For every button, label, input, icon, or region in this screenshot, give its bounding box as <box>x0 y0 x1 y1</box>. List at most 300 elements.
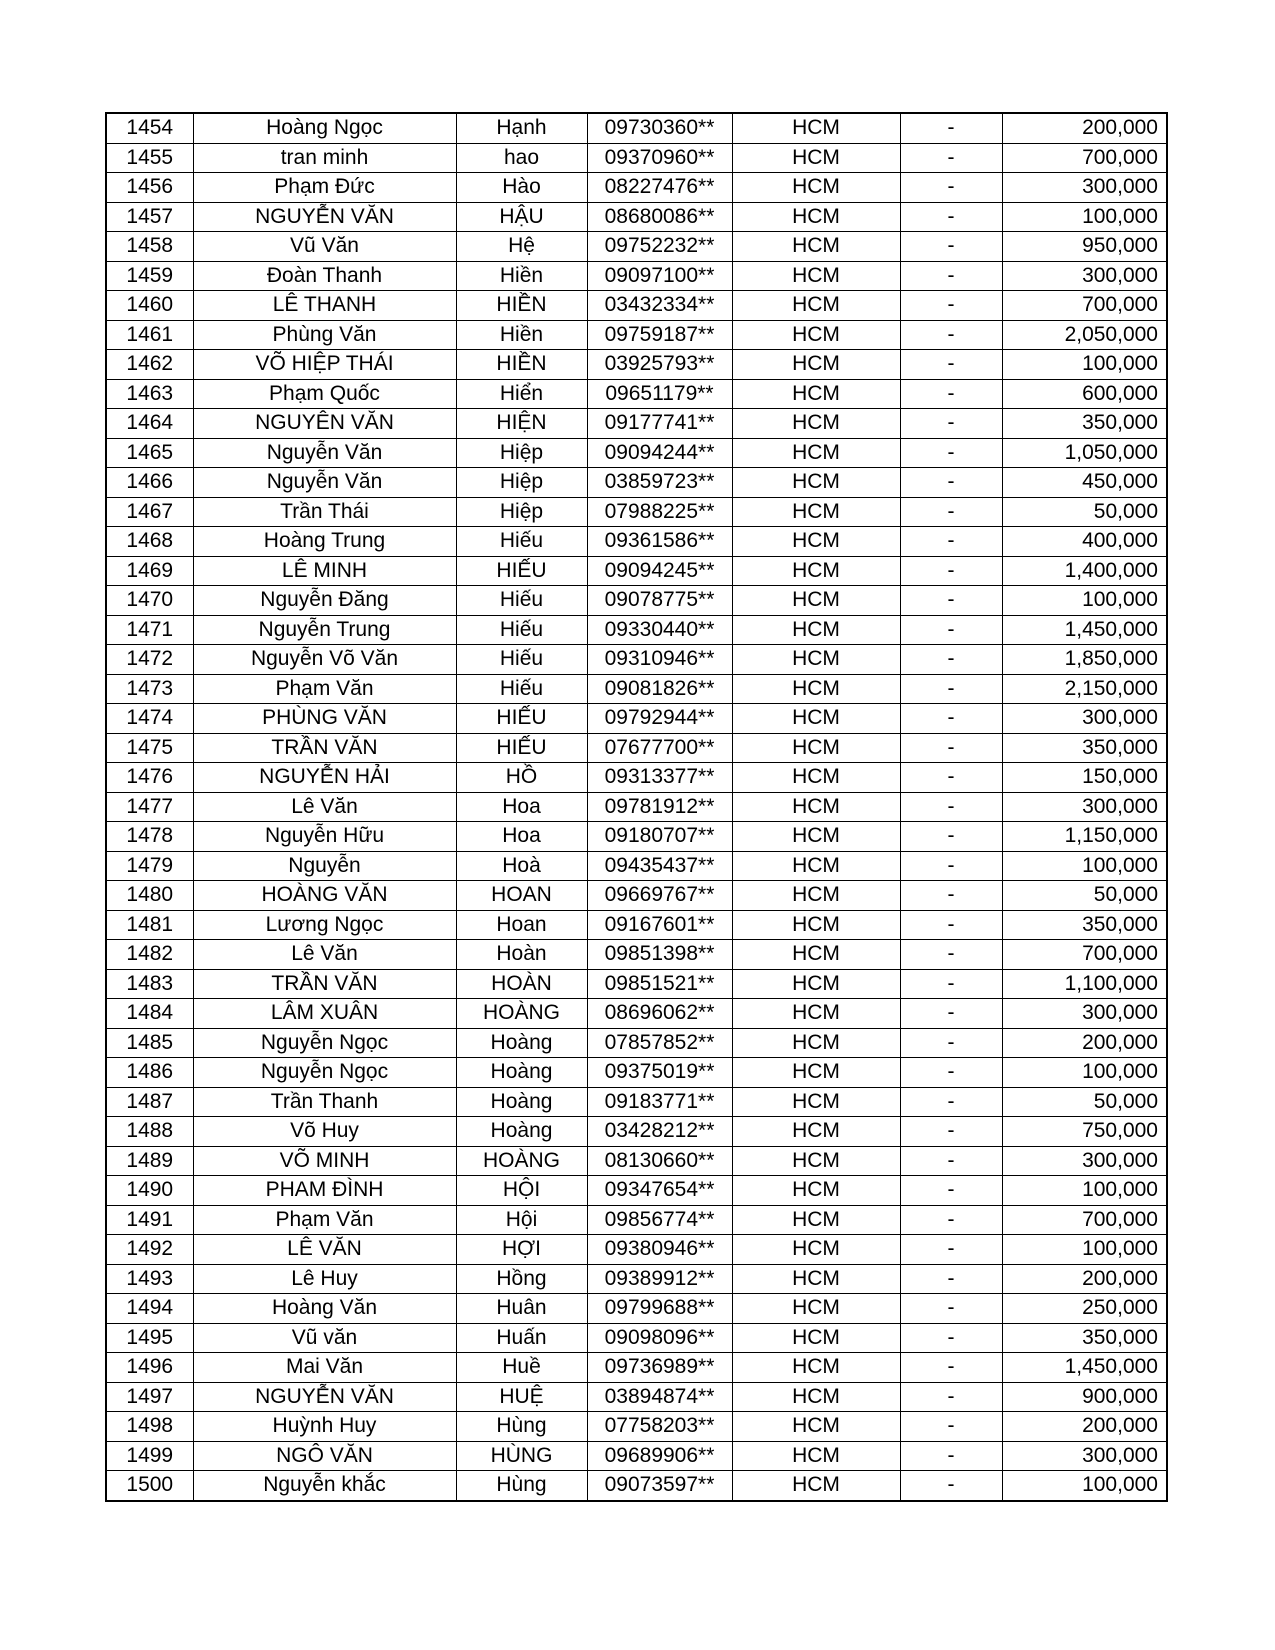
given-name-cell: Hào <box>456 173 587 203</box>
given-name-cell: Hoàn <box>456 940 587 970</box>
amount-cell: 300,000 <box>1002 173 1167 203</box>
city-cell: HCM <box>732 851 900 881</box>
phone-number-cell: 09689906** <box>587 1441 732 1471</box>
row-number-cell: 1495 <box>106 1323 193 1353</box>
city-cell: HCM <box>732 438 900 468</box>
phone-number-cell: 09183771** <box>587 1087 732 1117</box>
table-row <box>106 438 1167 468</box>
phone-number-cell: 09851521** <box>587 969 732 999</box>
table-row <box>106 261 1167 291</box>
given-name-cell: Hoà <box>456 851 587 881</box>
city-cell: HCM <box>732 1235 900 1265</box>
table-row <box>106 733 1167 763</box>
surname-middle-name-cell: TRẦN VĂN <box>193 733 456 763</box>
table-row <box>106 320 1167 350</box>
city-cell: HCM <box>732 1353 900 1383</box>
phone-number-cell: 09669767** <box>587 881 732 911</box>
row-number-cell: 1497 <box>106 1382 193 1412</box>
phone-number-cell: 09736989** <box>587 1353 732 1383</box>
row-number-cell: 1491 <box>106 1205 193 1235</box>
table-row <box>106 822 1167 852</box>
city-cell: HCM <box>732 645 900 675</box>
surname-middle-name-cell: LÊ THANH <box>193 291 456 321</box>
given-name-cell: Hiển <box>456 379 587 409</box>
row-number-cell: 1496 <box>106 1353 193 1383</box>
phone-number-cell: 03428212** <box>587 1117 732 1147</box>
given-name-cell: Hùng <box>456 1412 587 1442</box>
empty-marker-cell: - <box>900 497 1002 527</box>
city-cell: HCM <box>732 1382 900 1412</box>
table-row <box>106 674 1167 704</box>
empty-marker-cell: - <box>900 969 1002 999</box>
city-cell: HCM <box>732 556 900 586</box>
surname-middle-name-cell: Nguyễn khắc <box>193 1471 456 1501</box>
amount-cell: 100,000 <box>1002 1471 1167 1501</box>
table-row <box>106 1058 1167 1088</box>
given-name-cell: Huề <box>456 1353 587 1383</box>
given-name-cell: Hồng <box>456 1264 587 1294</box>
amount-cell: 900,000 <box>1002 1382 1167 1412</box>
amount-cell: 200,000 <box>1002 1028 1167 1058</box>
table-row <box>106 556 1167 586</box>
table-row <box>106 969 1167 999</box>
given-name-cell: Hệ <box>456 232 587 262</box>
table-row <box>106 763 1167 793</box>
amount-cell: 200,000 <box>1002 1412 1167 1442</box>
phone-number-cell: 09851398** <box>587 940 732 970</box>
table-row <box>106 202 1167 232</box>
city-cell: HCM <box>732 409 900 439</box>
city-cell: HCM <box>732 910 900 940</box>
given-name-cell: HIỆN <box>456 409 587 439</box>
given-name-cell: HOAN <box>456 881 587 911</box>
given-name-cell: HIẾU <box>456 733 587 763</box>
table-row <box>106 1146 1167 1176</box>
empty-marker-cell: - <box>900 291 1002 321</box>
empty-marker-cell: - <box>900 1323 1002 1353</box>
city-cell: HCM <box>732 1323 900 1353</box>
empty-marker-cell: - <box>900 940 1002 970</box>
city-cell: HCM <box>732 468 900 498</box>
surname-middle-name-cell: Hoàng Trung <box>193 527 456 557</box>
phone-number-cell: 09370960** <box>587 143 732 173</box>
given-name-cell: Hiệp <box>456 468 587 498</box>
given-name-cell: HOÀN <box>456 969 587 999</box>
row-number-cell: 1469 <box>106 556 193 586</box>
surname-middle-name-cell: Hoàng Ngọc <box>193 113 456 143</box>
empty-marker-cell: - <box>900 527 1002 557</box>
amount-cell: 1,150,000 <box>1002 822 1167 852</box>
empty-marker-cell: - <box>900 1353 1002 1383</box>
phone-number-cell: 09094245** <box>587 556 732 586</box>
amount-cell: 100,000 <box>1002 350 1167 380</box>
table-row <box>106 1441 1167 1471</box>
empty-marker-cell: - <box>900 320 1002 350</box>
given-name-cell: hao <box>456 143 587 173</box>
table-row <box>106 999 1167 1029</box>
table-row <box>106 1264 1167 1294</box>
city-cell: HCM <box>732 527 900 557</box>
table-row <box>106 291 1167 321</box>
phone-number-cell: 09752232** <box>587 232 732 262</box>
city-cell: HCM <box>732 202 900 232</box>
phone-number-cell: 09792944** <box>587 704 732 734</box>
phone-number-cell: 07677700** <box>587 733 732 763</box>
city-cell: HCM <box>732 881 900 911</box>
city-cell: HCM <box>732 350 900 380</box>
amount-cell: 350,000 <box>1002 910 1167 940</box>
amount-cell: 100,000 <box>1002 1176 1167 1206</box>
amount-cell: 300,000 <box>1002 261 1167 291</box>
surname-middle-name-cell: Võ Huy <box>193 1117 456 1147</box>
surname-middle-name-cell: PHÙNG VĂN <box>193 704 456 734</box>
phone-number-cell: 09380946** <box>587 1235 732 1265</box>
row-number-cell: 1489 <box>106 1146 193 1176</box>
phone-number-cell: 09081826** <box>587 674 732 704</box>
city-cell: HCM <box>732 1146 900 1176</box>
empty-marker-cell: - <box>900 1471 1002 1501</box>
row-number-cell: 1475 <box>106 733 193 763</box>
empty-marker-cell: - <box>900 1235 1002 1265</box>
surname-middle-name-cell: NGÔ VĂN <box>193 1441 456 1471</box>
given-name-cell: HÙNG <box>456 1441 587 1471</box>
table-row <box>106 527 1167 557</box>
given-name-cell: Hiếu <box>456 586 587 616</box>
amount-cell: 950,000 <box>1002 232 1167 262</box>
phone-number-cell: 03432334** <box>587 291 732 321</box>
empty-marker-cell: - <box>900 1294 1002 1324</box>
amount-cell: 450,000 <box>1002 468 1167 498</box>
phone-number-cell: 09375019** <box>587 1058 732 1088</box>
amount-cell: 1,050,000 <box>1002 438 1167 468</box>
city-cell: HCM <box>732 497 900 527</box>
phone-number-cell: 09435437** <box>587 851 732 881</box>
table-row <box>106 645 1167 675</box>
empty-marker-cell: - <box>900 1264 1002 1294</box>
given-name-cell: Hiền <box>456 261 587 291</box>
amount-cell: 350,000 <box>1002 733 1167 763</box>
given-name-cell: Hiền <box>456 320 587 350</box>
city-cell: HCM <box>732 763 900 793</box>
table-row <box>106 1471 1167 1501</box>
given-name-cell: HIẾU <box>456 704 587 734</box>
surname-middle-name-cell: NGUYỄN HẢI <box>193 763 456 793</box>
table-row <box>106 1205 1167 1235</box>
city-cell: HCM <box>732 792 900 822</box>
city-cell: HCM <box>732 704 900 734</box>
city-cell: HCM <box>732 822 900 852</box>
phone-number-cell: 09330440** <box>587 615 732 645</box>
surname-middle-name-cell: Nguyễn <box>193 851 456 881</box>
row-number-cell: 1459 <box>106 261 193 291</box>
row-number-cell: 1454 <box>106 113 193 143</box>
row-number-cell: 1464 <box>106 409 193 439</box>
empty-marker-cell: - <box>900 113 1002 143</box>
amount-cell: 100,000 <box>1002 586 1167 616</box>
row-number-cell: 1480 <box>106 881 193 911</box>
phone-number-cell: 09078775** <box>587 586 732 616</box>
given-name-cell: HIỀN <box>456 350 587 380</box>
row-number-cell: 1485 <box>106 1028 193 1058</box>
given-name-cell: Hạnh <box>456 113 587 143</box>
row-number-cell: 1500 <box>106 1471 193 1501</box>
empty-marker-cell: - <box>900 1028 1002 1058</box>
given-name-cell: Hoa <box>456 822 587 852</box>
table-body <box>106 113 1167 1501</box>
phone-number-cell: 09347654** <box>587 1176 732 1206</box>
empty-marker-cell: - <box>900 615 1002 645</box>
city-cell: HCM <box>732 1087 900 1117</box>
table-row <box>106 1087 1167 1117</box>
table-row <box>106 1353 1167 1383</box>
surname-middle-name-cell: LÂM XUÂN <box>193 999 456 1029</box>
phone-number-cell: 08696062** <box>587 999 732 1029</box>
given-name-cell: Hoàng <box>456 1058 587 1088</box>
empty-marker-cell: - <box>900 910 1002 940</box>
surname-middle-name-cell: NGUYÊN VĂN <box>193 409 456 439</box>
phone-number-cell: 09730360** <box>587 113 732 143</box>
surname-middle-name-cell: Vũ Văn <box>193 232 456 262</box>
surname-middle-name-cell: Lê Văn <box>193 792 456 822</box>
empty-marker-cell: - <box>900 1205 1002 1235</box>
row-number-cell: 1487 <box>106 1087 193 1117</box>
surname-middle-name-cell: LÊ VĂN <box>193 1235 456 1265</box>
phone-number-cell: 09313377** <box>587 763 732 793</box>
empty-marker-cell: - <box>900 143 1002 173</box>
empty-marker-cell: - <box>900 379 1002 409</box>
city-cell: HCM <box>732 1117 900 1147</box>
empty-marker-cell: - <box>900 173 1002 203</box>
phone-number-cell: 07758203** <box>587 1412 732 1442</box>
row-number-cell: 1458 <box>106 232 193 262</box>
empty-marker-cell: - <box>900 1176 1002 1206</box>
phone-number-cell: 09389912** <box>587 1264 732 1294</box>
row-number-cell: 1486 <box>106 1058 193 1088</box>
empty-marker-cell: - <box>900 1058 1002 1088</box>
amount-cell: 300,000 <box>1002 704 1167 734</box>
city-cell: HCM <box>732 615 900 645</box>
surname-middle-name-cell: tran minh <box>193 143 456 173</box>
row-number-cell: 1483 <box>106 969 193 999</box>
empty-marker-cell: - <box>900 1117 1002 1147</box>
empty-marker-cell: - <box>900 1146 1002 1176</box>
amount-cell: 300,000 <box>1002 999 1167 1029</box>
table-row <box>106 468 1167 498</box>
phone-number-cell: 08680086** <box>587 202 732 232</box>
phone-number-cell: 03894874** <box>587 1382 732 1412</box>
given-name-cell: HỒ <box>456 763 587 793</box>
phone-number-cell: 09180707** <box>587 822 732 852</box>
given-name-cell: Hoàng <box>456 1087 587 1117</box>
amount-cell: 200,000 <box>1002 113 1167 143</box>
row-number-cell: 1457 <box>106 202 193 232</box>
surname-middle-name-cell: Phạm Quốc <box>193 379 456 409</box>
table-row <box>106 1412 1167 1442</box>
phone-number-cell: 09177741** <box>587 409 732 439</box>
city-cell: HCM <box>732 379 900 409</box>
amount-cell: 350,000 <box>1002 1323 1167 1353</box>
empty-marker-cell: - <box>900 763 1002 793</box>
empty-marker-cell: - <box>900 1441 1002 1471</box>
amount-cell: 1,850,000 <box>1002 645 1167 675</box>
empty-marker-cell: - <box>900 232 1002 262</box>
empty-marker-cell: - <box>900 556 1002 586</box>
surname-middle-name-cell: Hoàng Văn <box>193 1294 456 1324</box>
row-number-cell: 1478 <box>106 822 193 852</box>
city-cell: HCM <box>732 1441 900 1471</box>
surname-middle-name-cell: Trần Thái <box>193 497 456 527</box>
city-cell: HCM <box>732 1264 900 1294</box>
given-name-cell: HOÀNG <box>456 1146 587 1176</box>
amount-cell: 1,100,000 <box>1002 969 1167 999</box>
surname-middle-name-cell: PHAM ĐÌNH <box>193 1176 456 1206</box>
given-name-cell: HUỆ <box>456 1382 587 1412</box>
phone-number-cell: 09310946** <box>587 645 732 675</box>
phone-number-cell: 08130660** <box>587 1146 732 1176</box>
empty-marker-cell: - <box>900 999 1002 1029</box>
given-name-cell: Hiếu <box>456 615 587 645</box>
city-cell: HCM <box>732 113 900 143</box>
city-cell: HCM <box>732 733 900 763</box>
amount-cell: 100,000 <box>1002 851 1167 881</box>
row-number-cell: 1467 <box>106 497 193 527</box>
table-row <box>106 113 1167 143</box>
city-cell: HCM <box>732 1028 900 1058</box>
amount-cell: 700,000 <box>1002 940 1167 970</box>
row-number-cell: 1460 <box>106 291 193 321</box>
amount-cell: 2,150,000 <box>1002 674 1167 704</box>
given-name-cell: HIỀN <box>456 291 587 321</box>
given-name-cell: Hiệp <box>456 438 587 468</box>
empty-marker-cell: - <box>900 792 1002 822</box>
table-row <box>106 1294 1167 1324</box>
phone-number-cell: 09167601** <box>587 910 732 940</box>
row-number-cell: 1490 <box>106 1176 193 1206</box>
surname-middle-name-cell: LÊ MINH <box>193 556 456 586</box>
amount-cell: 1,400,000 <box>1002 556 1167 586</box>
city-cell: HCM <box>732 940 900 970</box>
surname-middle-name-cell: Đoàn Thanh <box>193 261 456 291</box>
phone-number-cell: 09094244** <box>587 438 732 468</box>
phone-number-cell: 07857852** <box>587 1028 732 1058</box>
row-number-cell: 1473 <box>106 674 193 704</box>
row-number-cell: 1482 <box>106 940 193 970</box>
surname-middle-name-cell: Huỳnh Huy <box>193 1412 456 1442</box>
surname-middle-name-cell: VÕ HIỆP THÁI <box>193 350 456 380</box>
empty-marker-cell: - <box>900 851 1002 881</box>
phone-number-cell: 09073597** <box>587 1471 732 1501</box>
empty-marker-cell: - <box>900 438 1002 468</box>
table-row <box>106 910 1167 940</box>
table-row <box>106 173 1167 203</box>
given-name-cell: Hiệp <box>456 497 587 527</box>
empty-marker-cell: - <box>900 733 1002 763</box>
row-number-cell: 1481 <box>106 910 193 940</box>
city-cell: HCM <box>732 1058 900 1088</box>
row-number-cell: 1463 <box>106 379 193 409</box>
amount-cell: 250,000 <box>1002 1294 1167 1324</box>
empty-marker-cell: - <box>900 645 1002 675</box>
row-number-cell: 1488 <box>106 1117 193 1147</box>
given-name-cell: Hiếu <box>456 645 587 675</box>
amount-cell: 750,000 <box>1002 1117 1167 1147</box>
row-number-cell: 1471 <box>106 615 193 645</box>
phone-number-cell: 09781912** <box>587 792 732 822</box>
row-number-cell: 1468 <box>106 527 193 557</box>
given-name-cell: HỘI <box>456 1176 587 1206</box>
table-row <box>106 1028 1167 1058</box>
given-name-cell: Hội <box>456 1205 587 1235</box>
table-row <box>106 379 1167 409</box>
surname-middle-name-cell: Phạm Đức <box>193 173 456 203</box>
surname-middle-name-cell: Lương Ngọc <box>193 910 456 940</box>
city-cell: HCM <box>732 1294 900 1324</box>
surname-middle-name-cell: Nguyễn Trung <box>193 615 456 645</box>
table-row <box>106 409 1167 439</box>
given-name-cell: HOÀNG <box>456 999 587 1029</box>
surname-middle-name-cell: Phạm Văn <box>193 1205 456 1235</box>
empty-marker-cell: - <box>900 202 1002 232</box>
city-cell: HCM <box>732 1205 900 1235</box>
given-name-cell: HIẾU <box>456 556 587 586</box>
city-cell: HCM <box>732 320 900 350</box>
phone-number-cell: 09759187** <box>587 320 732 350</box>
given-name-cell: HỢI <box>456 1235 587 1265</box>
surname-middle-name-cell: HOÀNG VĂN <box>193 881 456 911</box>
surname-middle-name-cell: Nguyễn Hữu <box>193 822 456 852</box>
donation-table <box>105 112 1168 1502</box>
amount-cell: 1,450,000 <box>1002 1353 1167 1383</box>
city-cell: HCM <box>732 1471 900 1501</box>
empty-marker-cell: - <box>900 409 1002 439</box>
row-number-cell: 1499 <box>106 1441 193 1471</box>
amount-cell: 100,000 <box>1002 1058 1167 1088</box>
surname-middle-name-cell: VÕ MINH <box>193 1146 456 1176</box>
amount-cell: 200,000 <box>1002 1264 1167 1294</box>
given-name-cell: Hoan <box>456 910 587 940</box>
city-cell: HCM <box>732 586 900 616</box>
surname-middle-name-cell: Nguyễn Văn <box>193 438 456 468</box>
phone-number-cell: 09361586** <box>587 527 732 557</box>
surname-middle-name-cell: Phạm Văn <box>193 674 456 704</box>
city-cell: HCM <box>732 173 900 203</box>
surname-middle-name-cell: NGUYỄN VĂN <box>193 1382 456 1412</box>
amount-cell: 150,000 <box>1002 763 1167 793</box>
row-number-cell: 1461 <box>106 320 193 350</box>
table-row <box>106 1235 1167 1265</box>
table-row <box>106 881 1167 911</box>
amount-cell: 350,000 <box>1002 409 1167 439</box>
city-cell: HCM <box>732 1412 900 1442</box>
table-row <box>106 232 1167 262</box>
empty-marker-cell: - <box>900 468 1002 498</box>
table-row <box>106 497 1167 527</box>
table-row <box>106 350 1167 380</box>
phone-number-cell: 07988225** <box>587 497 732 527</box>
row-number-cell: 1470 <box>106 586 193 616</box>
given-name-cell: Hiếu <box>456 674 587 704</box>
amount-cell: 300,000 <box>1002 792 1167 822</box>
phone-number-cell: 03925793** <box>587 350 732 380</box>
table-row <box>106 1323 1167 1353</box>
row-number-cell: 1477 <box>106 792 193 822</box>
empty-marker-cell: - <box>900 1382 1002 1412</box>
table-row <box>106 940 1167 970</box>
surname-middle-name-cell: Nguyễn Văn <box>193 468 456 498</box>
surname-middle-name-cell: Nguyễn Võ Văn <box>193 645 456 675</box>
amount-cell: 300,000 <box>1002 1146 1167 1176</box>
amount-cell: 600,000 <box>1002 379 1167 409</box>
